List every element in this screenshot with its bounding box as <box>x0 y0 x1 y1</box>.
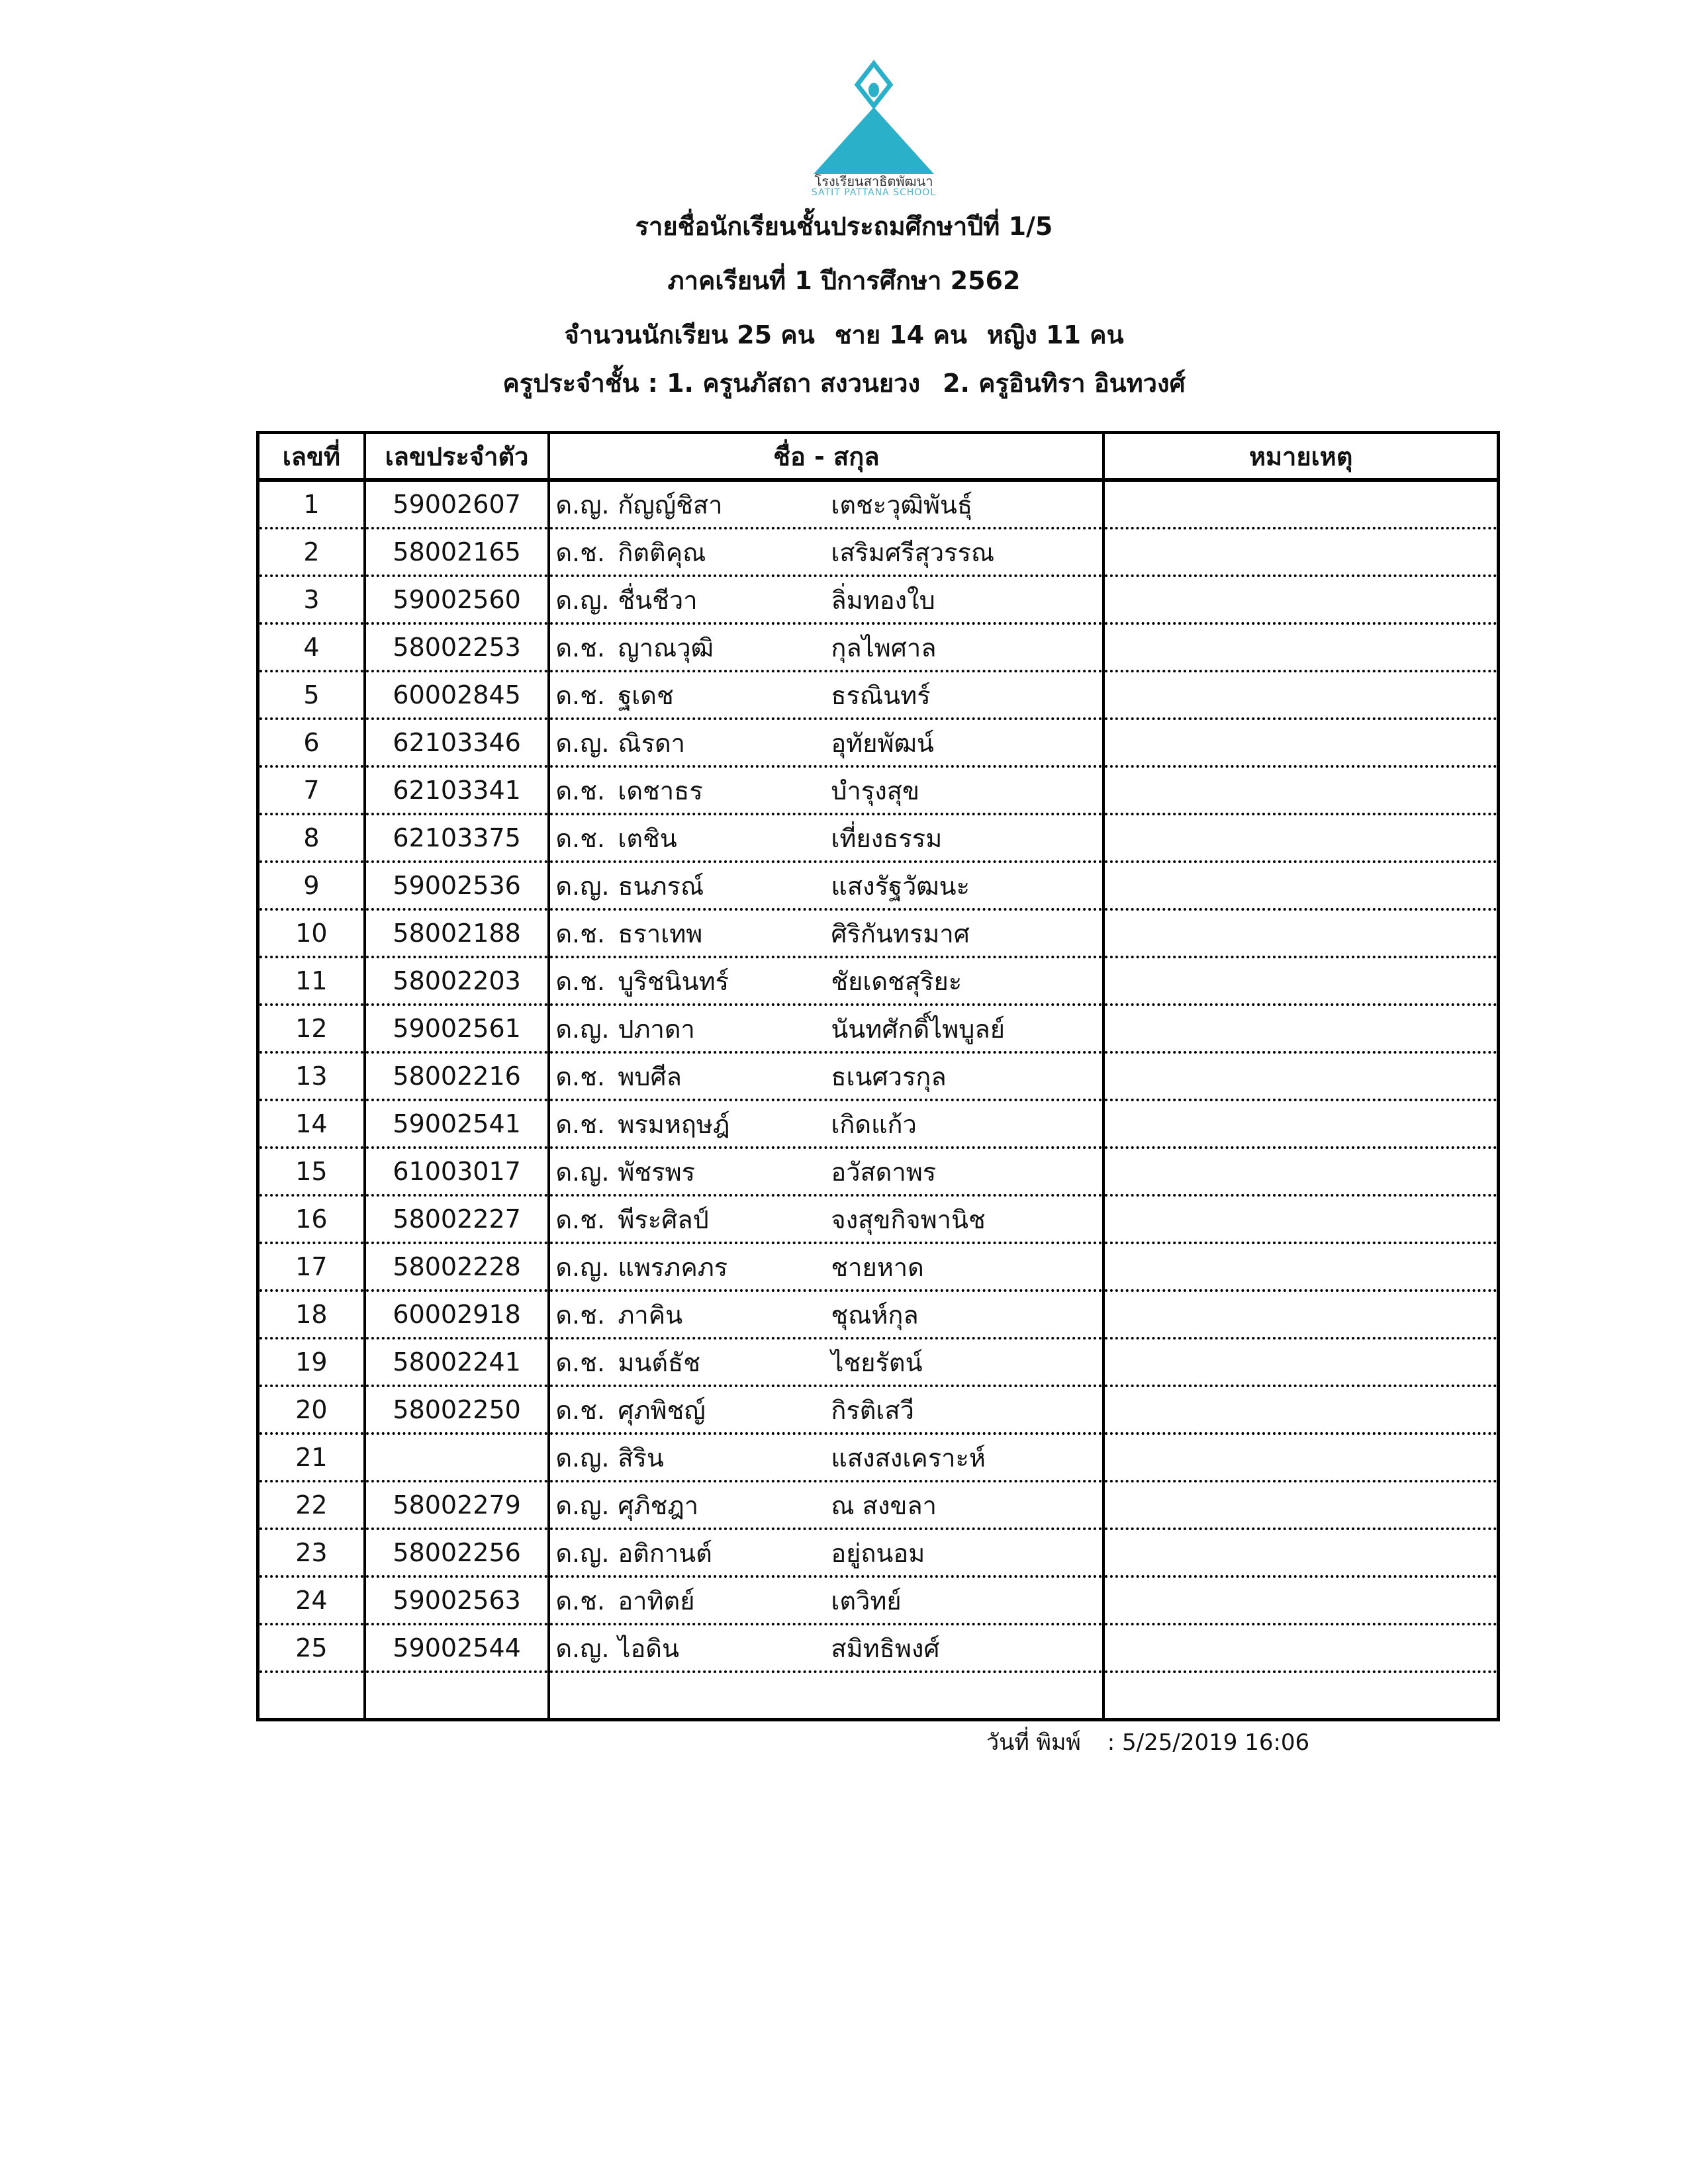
document-title: รายชื่อนักเรียนชั้นประถมศึกษาปีที่ 1/5 <box>635 212 1053 241</box>
name-prefix: ด.ญ. <box>555 728 610 758</box>
table-row <box>258 719 1499 766</box>
name-prefix: ด.ช. <box>555 633 605 662</box>
student-id: 58002188 <box>365 909 549 957</box>
row-number: 10 <box>258 909 365 957</box>
student-id: 62103375 <box>365 814 549 862</box>
row-number: 22 <box>258 1481 365 1529</box>
remarks-cell <box>1103 1243 1498 1291</box>
table-row <box>258 1576 1499 1624</box>
school-name-en: SATIT PATTANA SCHOOL <box>811 187 937 198</box>
row-number: 14 <box>258 1100 365 1148</box>
student-id: 62103346 <box>365 719 549 766</box>
count-male: ชาย 14 คน <box>834 320 967 349</box>
name-prefix: ด.ญ. <box>555 1443 610 1473</box>
table-row <box>258 1005 1499 1052</box>
blank-cell <box>1103 1672 1498 1720</box>
row-number: 2 <box>258 528 365 576</box>
name-prefix: ด.ช. <box>555 823 605 853</box>
first-name: ธราเทพ <box>618 919 703 948</box>
last-name: ลิ่มทองใบ <box>831 585 935 615</box>
student-name <box>549 1386 1103 1433</box>
remarks-cell <box>1103 1386 1498 1433</box>
row-number: 6 <box>258 719 365 766</box>
student-name <box>549 909 1103 957</box>
row-number: 16 <box>258 1195 365 1243</box>
table-row <box>258 1100 1499 1148</box>
table-row <box>258 1338 1499 1386</box>
remarks-cell <box>1103 862 1498 909</box>
student-name <box>549 814 1103 862</box>
first-name: พรมหฤษฎ์ <box>618 1109 730 1139</box>
first-name: มนต์ธัช <box>618 1347 701 1377</box>
name-prefix: ด.ช. <box>555 966 605 996</box>
name-prefix: ด.ช. <box>555 776 605 805</box>
row-number: 5 <box>258 671 365 719</box>
row-number: 1 <box>258 480 365 528</box>
first-name: บูริชนินทร์ <box>618 966 729 996</box>
remarks-cell <box>1103 1481 1498 1529</box>
row-number: 11 <box>258 957 365 1005</box>
remarks-cell <box>1103 1148 1498 1195</box>
blank-cell <box>549 1672 1103 1720</box>
column-header-remarks: หมายเหตุ <box>1103 433 1498 480</box>
first-name: อติกานต์ <box>618 1538 712 1568</box>
student-id: 59002607 <box>365 480 549 528</box>
row-number: 24 <box>258 1576 365 1624</box>
remarks-cell <box>1103 671 1498 719</box>
last-name: อยู่ถนอม <box>831 1538 925 1568</box>
first-name: เตชิน <box>618 823 677 853</box>
last-name: แสงรัฐวัฒนะ <box>831 871 970 901</box>
remarks-cell <box>1103 1100 1498 1148</box>
student-name <box>549 1052 1103 1100</box>
row-number: 17 <box>258 1243 365 1291</box>
last-name: ณ สงขลา <box>831 1490 937 1520</box>
first-name: พัชรพร <box>618 1157 696 1187</box>
student-name <box>549 1481 1103 1529</box>
print-date <box>986 1724 1309 1760</box>
row-number: 21 <box>258 1433 365 1481</box>
row-number: 19 <box>258 1338 365 1386</box>
student-id: 58002165 <box>365 528 549 576</box>
name-prefix: ด.ช. <box>555 919 605 948</box>
table-row <box>258 1052 1499 1100</box>
table-row <box>258 1481 1499 1529</box>
table-row <box>258 862 1499 909</box>
last-name: สมิทธิพงศ์ <box>831 1633 940 1663</box>
table-row <box>258 623 1499 671</box>
remarks-cell <box>1103 1433 1498 1481</box>
first-name: ศุภพิชญ์ <box>618 1395 706 1425</box>
remarks-cell <box>1103 766 1498 814</box>
table-row <box>258 814 1499 862</box>
last-name: กิรติเสวี <box>831 1395 914 1425</box>
blank-cell <box>258 1672 365 1720</box>
student-name <box>549 766 1103 814</box>
student-id: 58002279 <box>365 1481 549 1529</box>
remarks-cell <box>1103 1338 1498 1386</box>
name-prefix: ด.ช. <box>555 1586 605 1615</box>
table-row <box>258 1433 1499 1481</box>
student-name <box>549 1100 1103 1148</box>
student-id <box>365 1433 549 1481</box>
print-date-label: วันที่ พิมพ์ <box>986 1729 1081 1756</box>
first-name: พบศีล <box>618 1062 682 1091</box>
remarks-cell <box>1103 576 1498 623</box>
name-prefix: ด.ช. <box>555 1300 605 1330</box>
table-row <box>258 1195 1499 1243</box>
remarks-cell <box>1103 719 1498 766</box>
remarks-cell <box>1103 1529 1498 1576</box>
student-id: 59002536 <box>365 862 549 909</box>
student-name <box>549 528 1103 576</box>
student-id: 58002203 <box>365 957 549 1005</box>
name-prefix: ด.ญ. <box>555 1633 610 1663</box>
student-id: 58002228 <box>365 1243 549 1291</box>
first-name: ธนภรณ์ <box>618 871 704 901</box>
name-prefix: ด.ช. <box>555 1062 605 1091</box>
last-name: เกิดแก้ว <box>831 1109 917 1139</box>
remarks-cell <box>1103 1576 1498 1624</box>
last-name: อวัสดาพร <box>831 1157 937 1187</box>
first-name: ภาคิน <box>618 1300 683 1330</box>
first-name: เดชาธร <box>618 776 703 805</box>
student-counts <box>0 319 1688 351</box>
name-prefix: ด.ช. <box>555 1205 605 1234</box>
student-name <box>549 1338 1103 1386</box>
teacher-1: ครูประจำชั้น : 1. ครูนภัสถา สงวนยวง <box>502 369 921 398</box>
table-row <box>258 528 1499 576</box>
count-female: หญิง 11 คน <box>986 320 1124 349</box>
student-name <box>549 576 1103 623</box>
student-id: 58002227 <box>365 1195 549 1243</box>
remarks-cell <box>1103 1005 1498 1052</box>
student-id: 58002241 <box>365 1338 549 1386</box>
table-header-row <box>258 433 1499 480</box>
student-id: 62103341 <box>365 766 549 814</box>
last-name: เตวิทย์ <box>831 1586 902 1615</box>
blank-cell <box>365 1672 549 1720</box>
remarks-cell <box>1103 528 1498 576</box>
first-name: อาทิตย์ <box>618 1586 695 1615</box>
row-number: 3 <box>258 576 365 623</box>
student-name <box>549 480 1103 528</box>
table-row <box>258 1291 1499 1338</box>
student-name <box>549 862 1103 909</box>
student-id: 59002560 <box>365 576 549 623</box>
student-name <box>549 1291 1103 1338</box>
name-prefix: ด.ญ. <box>555 871 610 901</box>
table-row <box>258 1148 1499 1195</box>
column-header-no: เลขที่ <box>258 433 365 480</box>
teacher-2: 2. ครูอินทิรา อินทวงศ์ <box>943 369 1186 398</box>
row-number: 8 <box>258 814 365 862</box>
student-id: 59002563 <box>365 1576 549 1624</box>
last-name: เตชะวุฒิพันธุ์ <box>831 490 973 520</box>
remarks-cell <box>1103 1052 1498 1100</box>
last-name: ศิริกันทรมาศ <box>831 919 970 948</box>
last-name: เสริมศรีสุวรรณ <box>831 537 995 567</box>
row-number: 13 <box>258 1052 365 1100</box>
first-name: ปภาดา <box>618 1014 695 1044</box>
homeroom-teachers <box>0 367 1688 399</box>
first-name: ฐเดช <box>618 680 674 710</box>
remarks-cell <box>1103 957 1498 1005</box>
table-row <box>258 909 1499 957</box>
first-name: ศุภิชฎา <box>618 1490 699 1520</box>
last-name: นันทศักดิ์ไพบูลย์ <box>831 1014 1005 1044</box>
first-name: สิริน <box>618 1443 664 1473</box>
table-row <box>258 1624 1499 1672</box>
row-number: 15 <box>258 1148 365 1195</box>
last-name: ชุณห์กุล <box>831 1300 919 1330</box>
student-id: 59002544 <box>365 1624 549 1672</box>
student-name <box>549 671 1103 719</box>
count-total: จำนวนนักเรียน 25 คน <box>564 320 815 349</box>
remarks-cell <box>1103 814 1498 862</box>
name-prefix: ด.ช. <box>555 680 605 710</box>
name-prefix: ด.ช. <box>555 1347 605 1377</box>
table-row-blank <box>258 1672 1499 1720</box>
last-name: ชายหาด <box>831 1252 924 1282</box>
first-name: ญาณวุฒิ <box>618 633 714 662</box>
last-name: ชัยเดชสุริยะ <box>831 966 962 996</box>
row-number: 25 <box>258 1624 365 1672</box>
student-name <box>549 1148 1103 1195</box>
student-name <box>549 1529 1103 1576</box>
row-number: 23 <box>258 1529 365 1576</box>
student-id: 60002845 <box>365 671 549 719</box>
student-id: 60002918 <box>365 1291 549 1338</box>
row-number: 12 <box>258 1005 365 1052</box>
student-id: 61003017 <box>365 1148 549 1195</box>
student-name <box>549 1005 1103 1052</box>
remarks-cell <box>1103 1291 1498 1338</box>
last-name: อุทัยพัฒน์ <box>831 728 934 758</box>
first-name: ณิรดา <box>618 728 686 758</box>
student-id: 58002216 <box>365 1052 549 1100</box>
table-body <box>258 480 1499 1720</box>
last-name: ธเนศวรกุล <box>831 1062 947 1091</box>
name-prefix: ด.ช. <box>555 1395 605 1425</box>
table-row <box>258 1386 1499 1433</box>
name-prefix: ด.ญ. <box>555 490 610 520</box>
column-header-full-name: ชื่อ - สกุล <box>549 433 1103 480</box>
student-id: 58002250 <box>365 1386 549 1433</box>
name-prefix: ด.ญ. <box>555 1538 610 1568</box>
table-row <box>258 766 1499 814</box>
student-name <box>549 1576 1103 1624</box>
column-header-student-id: เลขประจำตัว <box>365 433 549 480</box>
table-row <box>258 576 1499 623</box>
remarks-cell <box>1103 1195 1498 1243</box>
last-name: จงสุขกิจพานิช <box>831 1205 986 1234</box>
row-number: 7 <box>258 766 365 814</box>
school-name-th: โรงเรียนสาธิตพัฒนา <box>814 173 933 189</box>
first-name: แพรภคภร <box>618 1252 728 1282</box>
last-name: บำรุงสุข <box>831 776 919 805</box>
student-id: 58002256 <box>365 1529 549 1576</box>
remarks-cell <box>1103 909 1498 957</box>
last-name: ไชยรัตน์ <box>831 1347 923 1377</box>
last-name: เที่ยงธรรม <box>831 823 943 853</box>
name-prefix: ด.ญ. <box>555 1157 610 1187</box>
student-name <box>549 719 1103 766</box>
last-name: ธรณินทร์ <box>831 680 931 710</box>
term-line: ภาคเรียนที่ 1 ปีการศึกษา 2562 <box>667 266 1021 295</box>
student-name <box>549 1195 1103 1243</box>
row-number: 9 <box>258 862 365 909</box>
name-prefix: ด.ช. <box>555 537 605 567</box>
first-name: พีระศิลป์ <box>618 1205 709 1234</box>
remarks-cell <box>1103 480 1498 528</box>
student-id: 59002561 <box>365 1005 549 1052</box>
first-name: กิตติคุณ <box>618 537 706 567</box>
student-name <box>549 1433 1103 1481</box>
table-row <box>258 1243 1499 1291</box>
student-name <box>549 1243 1103 1291</box>
table-row <box>258 671 1499 719</box>
first-name: กัญญ์ชิสา <box>618 490 723 520</box>
table-row <box>258 480 1499 528</box>
row-number: 4 <box>258 623 365 671</box>
first-name: ชื่นชีวา <box>618 585 698 615</box>
last-name: แสงสงเคราะห์ <box>831 1443 986 1473</box>
name-prefix: ด.ญ. <box>555 585 610 615</box>
first-name: ไอดิน <box>618 1633 679 1663</box>
name-prefix: ด.ญ. <box>555 1490 610 1520</box>
name-prefix: ด.ญ. <box>555 1252 610 1282</box>
table-row <box>258 957 1499 1005</box>
table-row <box>258 1529 1499 1576</box>
student-name <box>549 1624 1103 1672</box>
student-name <box>549 623 1103 671</box>
remarks-cell <box>1103 623 1498 671</box>
print-date-value: : 5/25/2019 16:06 <box>1107 1729 1310 1756</box>
student-name <box>549 957 1103 1005</box>
student-id: 58002253 <box>365 623 549 671</box>
student-roster-table <box>256 431 1500 1721</box>
last-name: กุลไพศาล <box>831 633 937 662</box>
student-id: 59002541 <box>365 1100 549 1148</box>
row-number: 20 <box>258 1386 365 1433</box>
row-number: 18 <box>258 1291 365 1338</box>
name-prefix: ด.ญ. <box>555 1014 610 1044</box>
name-prefix: ด.ช. <box>555 1109 605 1139</box>
remarks-cell <box>1103 1624 1498 1672</box>
